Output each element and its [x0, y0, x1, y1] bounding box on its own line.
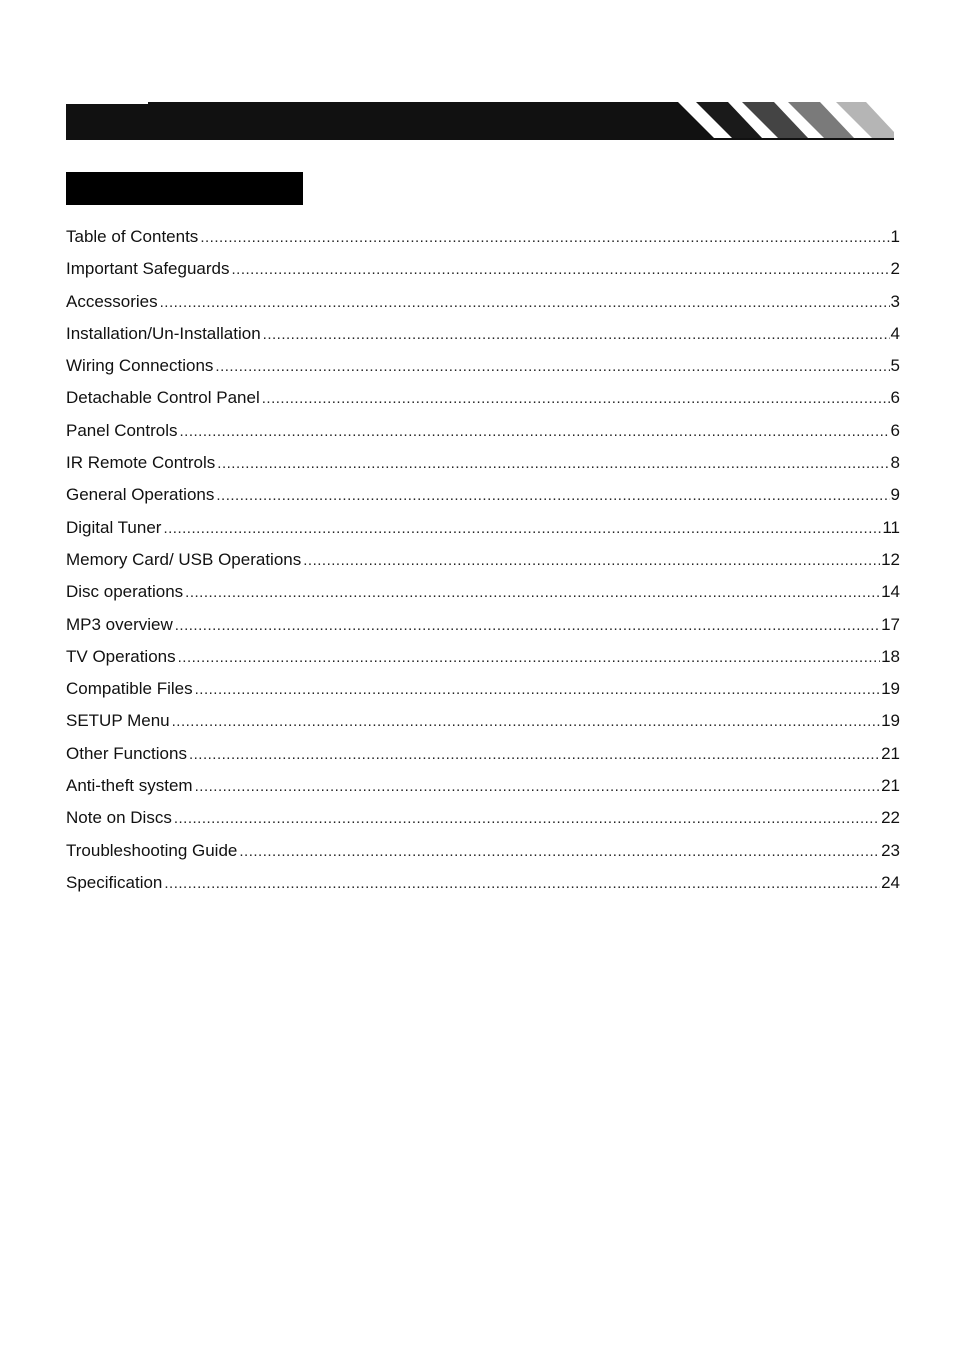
toc-entry-page: 23: [881, 840, 900, 860]
toc-entry-title: TV Operations: [66, 646, 176, 666]
toc-entry-title: Wiring Connections: [66, 356, 214, 376]
toc-entry-page: 19: [881, 711, 900, 731]
toc-dot-leader: [216, 481, 889, 511]
toc-entry-title: Important Safeguards: [66, 259, 230, 279]
toc-entry[interactable]: [66, 803, 900, 835]
toc-entry[interactable]: [66, 642, 900, 674]
toc-entry-page: 2: [890, 259, 900, 279]
toc-entry-page: 8: [890, 453, 900, 473]
table-of-contents: [66, 222, 900, 900]
toc-entry-page: 6: [890, 420, 900, 440]
toc-entry-page: 11: [882, 517, 900, 537]
toc-entry-page: 9: [890, 485, 900, 505]
toc-entry[interactable]: [66, 610, 900, 642]
toc-entry[interactable]: [66, 771, 900, 803]
toc-dot-leader: [178, 643, 880, 673]
toc-entry-page: 21: [881, 776, 900, 796]
toc-dot-leader: [262, 384, 890, 414]
toc-dot-leader: [172, 707, 880, 737]
toc-entry[interactable]: [66, 868, 900, 900]
toc-entry-title: Other Functions: [66, 743, 187, 763]
toc-dot-leader: [160, 288, 890, 318]
toc-entry-page: 3: [890, 291, 900, 311]
toc-entry-page: 24: [881, 872, 900, 892]
toc-dot-leader: [185, 578, 880, 608]
toc-dot-leader: [180, 417, 890, 447]
toc-entry-title: Disc operations: [66, 582, 184, 602]
toc-dot-leader: [231, 255, 889, 285]
header-banner: [66, 102, 894, 140]
toc-entry-title: Note on Discs: [66, 808, 172, 828]
section-title-tab: [66, 172, 303, 205]
toc-entry-title: General Operations: [66, 485, 215, 505]
toc-entry-title: Troubleshooting Guide: [66, 840, 238, 860]
toc-dot-leader: [239, 837, 880, 867]
toc-entry-title: Digital Tuner: [66, 517, 162, 537]
toc-entry-title: Panel Controls: [66, 420, 178, 440]
toc-entry[interactable]: [66, 836, 900, 868]
toc-entry[interactable]: [66, 222, 900, 254]
toc-entry-title: Detachable Control Panel: [66, 388, 260, 408]
toc-entry-title: Table of Contents: [66, 227, 199, 246]
toc-dot-leader: [175, 611, 880, 641]
toc-entry[interactable]: [66, 480, 900, 512]
toc-entry-page: 1: [890, 227, 900, 246]
toc-entry-title: IR Remote Controls: [66, 453, 216, 473]
toc-entry[interactable]: [66, 351, 900, 383]
toc-dot-leader: [215, 352, 889, 382]
toc-entry[interactable]: [66, 448, 900, 480]
toc-entry-page: 17: [881, 614, 900, 634]
toc-entry-title: Anti-theft system: [66, 776, 193, 796]
header-banner-graphic: [66, 102, 894, 140]
toc-dot-leader: [189, 740, 880, 770]
toc-entry-page: 22: [881, 808, 900, 828]
toc-entry[interactable]: [66, 674, 900, 706]
toc-dot-leader: [200, 223, 889, 253]
toc-entry-page: 18: [881, 646, 900, 666]
toc-entry[interactable]: [66, 706, 900, 738]
toc-entry-title: Installation/Un-Installation: [66, 323, 261, 343]
toc-entry-title: SETUP Menu: [66, 711, 170, 731]
toc-entry-title: Accessories: [66, 291, 158, 311]
toc-entry[interactable]: [66, 739, 900, 771]
toc-dot-leader: [163, 514, 881, 544]
toc-entry-page: 19: [881, 679, 900, 699]
toc-entry[interactable]: [66, 319, 900, 351]
toc-dot-leader: [174, 804, 880, 834]
toc-entry-page: 14: [881, 582, 900, 602]
toc-entry[interactable]: [66, 416, 900, 448]
toc-entry-title: Specification: [66, 872, 163, 892]
toc-entry-title: Compatible Files: [66, 679, 193, 699]
toc-entry-page: 21: [881, 743, 900, 763]
toc-dot-leader: [217, 449, 889, 479]
toc-entry-page: 6: [890, 388, 900, 408]
toc-entry[interactable]: [66, 577, 900, 609]
toc-entry-page: 4: [890, 323, 900, 343]
toc-dot-leader: [303, 546, 880, 576]
toc-entry[interactable]: [66, 383, 900, 415]
toc-dot-leader: [263, 320, 890, 350]
toc-entry[interactable]: [66, 287, 900, 319]
toc-entry[interactable]: [66, 254, 900, 286]
toc-entry[interactable]: [66, 545, 900, 577]
toc-entry[interactable]: [66, 513, 900, 545]
toc-dot-leader: [195, 675, 880, 705]
toc-dot-leader: [195, 772, 880, 802]
toc-entry-page: 12: [881, 549, 900, 569]
toc-entry-title: Memory Card/ USB Operations: [66, 549, 302, 569]
toc-entry-page: 5: [890, 356, 900, 376]
toc-entry-title: MP3 overview: [66, 614, 173, 634]
toc-dot-leader: [164, 869, 880, 899]
